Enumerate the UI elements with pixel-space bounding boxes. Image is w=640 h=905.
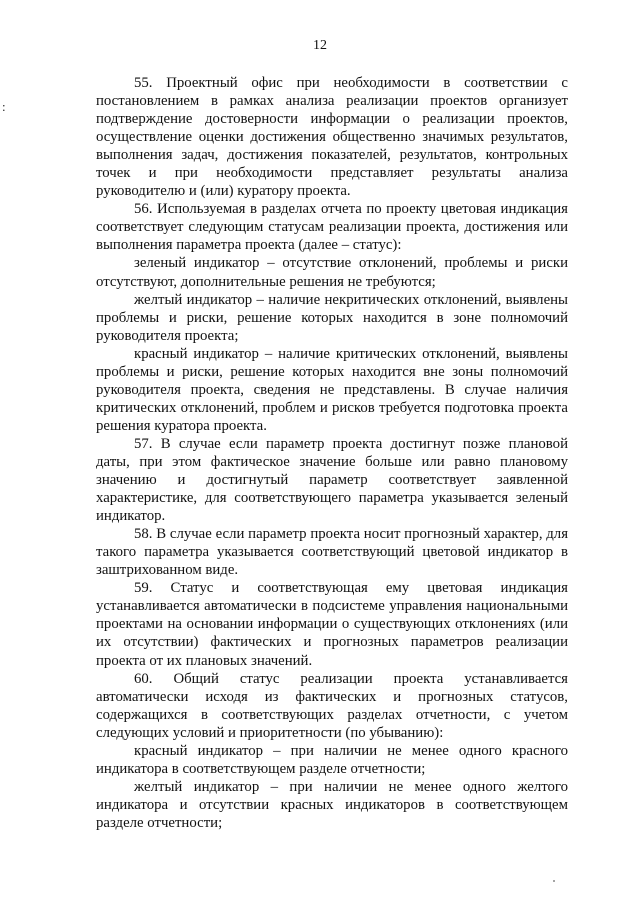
document-body bbox=[96, 74, 568, 832]
paragraph-red-condition: красный индикатор – при наличии не менее одного красного индикатора в соответствующем разделе отчетности; bbox=[96, 742, 568, 777]
paragraph-yellow-condition: желтый индикатор – при наличии не менее одного желтого индикатора и отсутствии красных индикаторов в соответствующем разделе отчетности; bbox=[96, 778, 568, 831]
paragraph-yellow-indicator: желтый индикатор – наличие некритических отклонений, выявлены проблемы и риски, решение которых находится в зоне полномочий руководителя проекта; bbox=[96, 291, 568, 344]
paragraph-green-indicator: зеленый индикатор – отсутствие отклонений, проблемы и риски отсутствуют, дополнительные решения не требуются; bbox=[96, 255, 568, 290]
scan-speck bbox=[553, 880, 555, 882]
margin-mark: : bbox=[2, 99, 6, 114]
page-number: 12 bbox=[313, 38, 327, 53]
paragraph-58: 58. В случае если параметр проекта носит прогнозный характер, для такого параметра указывается соответствующий цветовой индикатор в заштрихованном виде. bbox=[96, 526, 568, 579]
paragraph-56: 56. Используемая в разделах отчета по проекту цветовая индикация соответствует следующим статусам реализации проекта, достижения или выполнения параметра проекта (далее – статус): bbox=[96, 201, 568, 254]
paragraph-red-indicator: красный индикатор – наличие критических отклонений, выявлены проблемы и риски, решение которых находится вне зоны полномочий руководителя проекта, сведения не представлены. В случае наличия критических отклонений, проблем и рисков требуется подготовка проекта решения куратора проекта. bbox=[96, 345, 568, 434]
paragraph-60: 60. Общий статус реализации проекта устанавливается автоматически исходя из фактических и прогнозных статусов, содержащихся в соответствующих разделах отчетности, с учетом следующих условий и приоритетности (по убыванию): bbox=[96, 670, 568, 741]
paragraph-57: 57. В случае если параметр проекта достигнут позже плановой даты, при этом фактическое значение больше или равно плановому значению и достигнутый параметр соответствует заявленной характеристике, для соответствующего параметра указывается зеленый индикатор. bbox=[96, 435, 568, 525]
paragraph-59: 59. Статус и соответствующая ему цветовая индикация устанавливается автоматически в подсистеме управления национальными проектами на основании информации о существующих отклонениях (или их отсутствии) фактических и прогнозных параметров реализации проекта от их плановых значений. bbox=[96, 580, 568, 669]
paragraph-55: 55. Проектный офис при необходимости в соответствии с постановлением в рамках анализа реализации проектов организует подтверждение достоверности информации о реализации проектов, осуществление оценки достижения общественно значимых результатов, выполнения задач, достижения показателей, результатов, контрольных точек и при необходимости представляет результаты анализа руководителю и (или) куратору проекта. bbox=[96, 75, 568, 200]
